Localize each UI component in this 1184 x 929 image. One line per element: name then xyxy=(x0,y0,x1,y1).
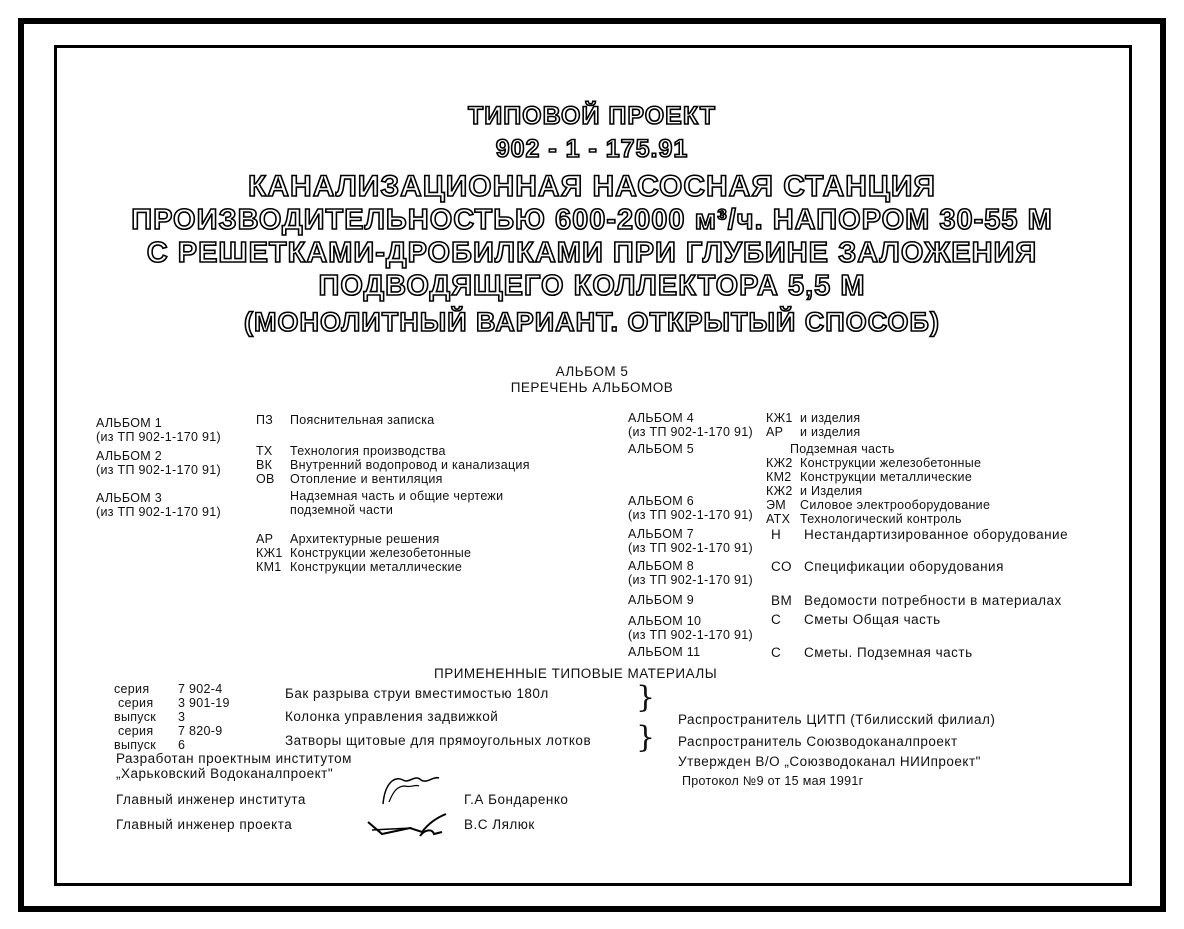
album-source: (из ТП 902-1-170 91) xyxy=(628,425,753,439)
album-source: (из ТП 902-1-170 91) xyxy=(628,573,753,587)
item-text: и изделия xyxy=(800,425,861,439)
album-source: (из ТП 902-1-170 91) xyxy=(628,541,753,555)
material-item: Колонка управления задвижкой xyxy=(285,709,499,724)
album-name: АЛЬБОМ 11 xyxy=(628,645,701,659)
item-code: С xyxy=(771,612,782,627)
item-code: Н xyxy=(771,527,782,542)
ref-label: серия xyxy=(118,696,154,710)
item-text: Технология производства xyxy=(290,444,446,458)
item-text: и Изделия xyxy=(800,484,863,498)
album-source: (из ТП 902-1-170 91) xyxy=(628,508,753,522)
ref-label: серия xyxy=(118,724,154,738)
signature-mark xyxy=(362,810,452,840)
ref-value: 6 xyxy=(178,738,186,752)
item-text: и изделия xyxy=(800,411,861,425)
list-title: ПЕРЕЧЕНЬ АЛЬБОМОВ xyxy=(510,380,674,395)
developer: Разработан проектным институтом xyxy=(116,751,352,766)
item-code: КЖ2 xyxy=(766,456,793,470)
developer-institute: „Харьковский Водоканалпроект" xyxy=(116,766,334,781)
album-label: АЛЬБОМ 5 xyxy=(555,364,629,379)
item-text: Подземная часть xyxy=(790,442,895,456)
album-name: АЛЬБОМ 7 xyxy=(628,527,695,541)
album-source: (из ТП 902-1-170 91) xyxy=(96,505,221,519)
signature-mark xyxy=(375,772,445,808)
brace: } xyxy=(636,680,656,715)
album-name: АЛЬБОМ 5 xyxy=(628,442,695,456)
materials-title: ПРИМЕНЕННЫЕ ТИПОВЫЕ МАТЕРИАЛЫ xyxy=(434,666,718,681)
item-code: КМ2 xyxy=(766,470,792,484)
album-name: АЛЬБОМ 8 xyxy=(628,559,695,573)
item-text: подземной части xyxy=(290,503,394,517)
title-line: С РЕШЕТКАМИ-ДРОБИЛКАМИ ПРИ ГЛУБИНЕ ЗАЛОЖЕНИЯ xyxy=(146,237,1038,269)
ref-label: выпуск xyxy=(114,710,157,724)
title-line: ПОДВОДЯЩЕГО КОЛЛЕКТОРА 5,5 М xyxy=(318,270,866,302)
item-code: ЭМ xyxy=(766,498,786,512)
title-type: ТИПОВОЙ ПРОЕКТ xyxy=(467,102,717,130)
item-text: Конструкции металлические xyxy=(800,470,973,484)
album-source: (из ТП 902-1-170 91) xyxy=(96,430,221,444)
signature-name: В.С Лялюк xyxy=(464,817,535,832)
album-source: (из ТП 902-1-170 91) xyxy=(96,463,221,477)
item-text: Отопление и вентиляция xyxy=(290,472,443,486)
signature-role: Главный инженер института xyxy=(116,792,306,807)
material-item: Бак разрыва струи вместимостью 180л xyxy=(285,686,549,701)
item-code: АР xyxy=(766,425,784,439)
title-line: КАНАЛИЗАЦИОННАЯ НАСОСНАЯ СТАНЦИЯ xyxy=(248,170,936,203)
ref-label: выпуск xyxy=(114,738,157,752)
title-line: (МОНОЛИТНЫЙ ВАРИАНТ. ОТКРЫТЫЙ СПОСОБ) xyxy=(244,307,940,337)
ref-value: 3 901-19 xyxy=(178,696,230,710)
approval: Утвержден В/О „Союзводоканал НИИпроект" xyxy=(678,754,981,769)
album-name: АЛЬБОМ 1 xyxy=(96,416,163,430)
item-code: АР xyxy=(256,532,274,546)
title-line: ПРОИЗВОДИТЕЛЬНОСТЬЮ 600-2000 м³/ч. НАПОРОМ 30-55 М xyxy=(131,204,1053,236)
signature-name: Г.А Бондаренко xyxy=(464,792,569,807)
item-code: КМ1 xyxy=(256,560,282,574)
album-name: АЛЬБОМ 10 xyxy=(628,614,702,628)
item-text: Архитектурные решения xyxy=(290,532,440,546)
album-source: (из ТП 902-1-170 91) xyxy=(628,628,753,642)
item-text: Конструкции железобетонные xyxy=(290,546,472,560)
ref-value: 3 xyxy=(178,710,186,724)
item-text: Нестандартизированное оборудование xyxy=(804,527,1069,542)
item-code: ОВ xyxy=(256,472,275,486)
item-code: ПЗ xyxy=(256,413,274,427)
item-code: КЖ1 xyxy=(766,411,793,425)
item-text: Сметы. Подземная часть xyxy=(804,645,973,660)
item-code: С xyxy=(771,645,782,660)
item-code: КЖ2 xyxy=(766,484,793,498)
item-text: Надземная часть и общие чертежи xyxy=(290,489,504,503)
brace: } xyxy=(636,720,656,755)
ref-value: 7 902-4 xyxy=(178,682,223,696)
distributor-1: Распространитель ЦИТП (Тбилисский филиал) xyxy=(678,712,996,727)
album-name: АЛЬБОМ 6 xyxy=(628,494,695,508)
material-item: Затворы щитовые для прямоугольных лотков xyxy=(285,733,592,748)
item-code: СО xyxy=(771,559,792,574)
item-code: АТХ xyxy=(766,512,791,526)
title-number: 902 - 1 - 175.91 xyxy=(495,135,689,163)
item-text: Технологический контроль xyxy=(800,512,962,526)
ref-label: серия xyxy=(114,682,150,696)
item-code: ТХ xyxy=(256,444,273,458)
item-text: Спецификации оборудования xyxy=(804,559,1004,574)
album-name: АЛЬБОМ 4 xyxy=(628,411,695,425)
item-text: Пояснительная записка xyxy=(290,413,435,427)
distributor-2: Распространитель Союзводоканалпроект xyxy=(678,734,958,749)
item-text: Ведомости потребности в материалах xyxy=(804,593,1062,608)
ref-value: 7 820-9 xyxy=(178,724,223,738)
signature-role: Главный инженер проекта xyxy=(116,817,293,832)
item-text: Конструкции металлические xyxy=(290,560,463,574)
album-name: АЛЬБОМ 9 xyxy=(628,593,695,607)
protocol: Протокол №9 от 15 мая 1991г xyxy=(682,774,864,788)
item-text: Внутренний водопровод и канализация xyxy=(290,458,530,472)
item-text: Конструкции железобетонные xyxy=(800,456,982,470)
item-code: КЖ1 xyxy=(256,546,283,560)
album-name: АЛЬБОМ 3 xyxy=(96,491,163,505)
item-code: ВК xyxy=(256,458,273,472)
item-code: ВМ xyxy=(771,593,793,608)
album-name: АЛЬБОМ 2 xyxy=(96,449,163,463)
item-text: Силовое электрооборудование xyxy=(800,498,991,512)
item-text: Сметы Общая часть xyxy=(804,612,941,627)
